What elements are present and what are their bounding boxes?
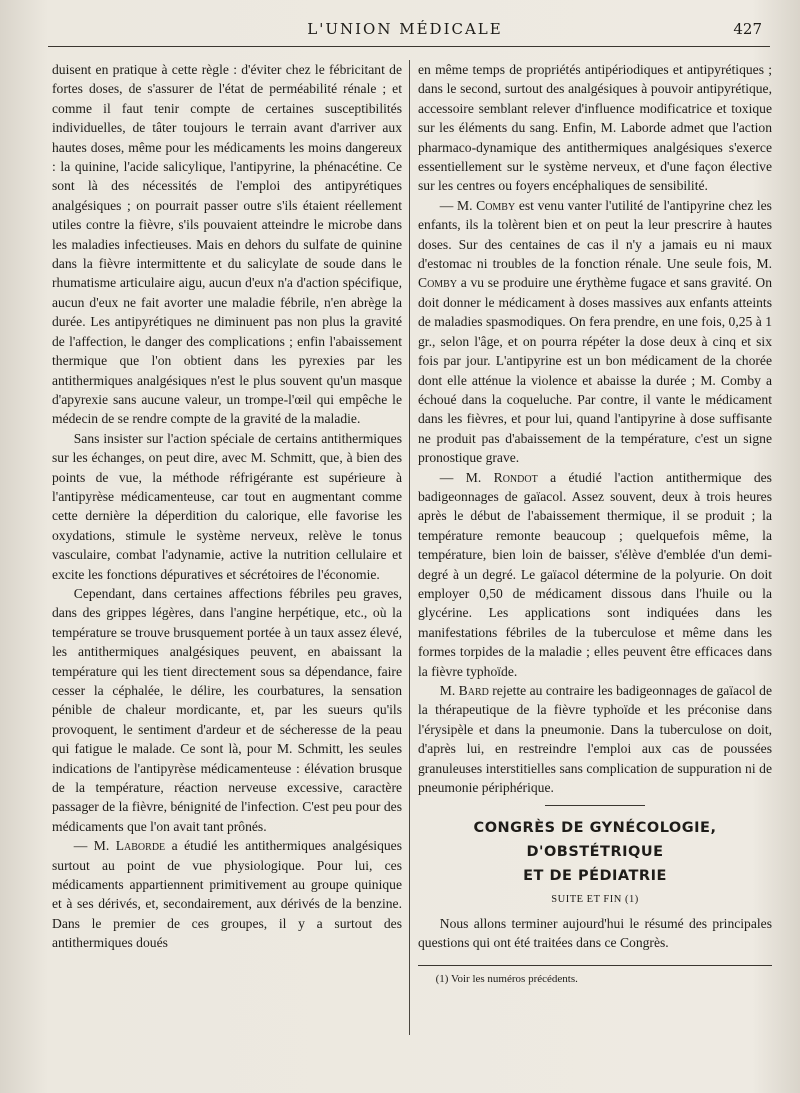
right-column	[418, 60, 772, 987]
section-title-line: ET DE PÉDIATRIE	[523, 868, 667, 885]
paragraph-text: a vu se produire une érythème fugace et sans gravité. On doit donner le médicament à doses massives aux enfants atteints de maladies spasmodiques. On fera prendre, en une fois, 0,25 à 1 gr., selon l'âge, et on pourra répéter la dose deux à cinq et six fois par jour. L'antipyrine est un bon médicament de la chorée dont elle atténue la violence et abaisse la durée ; M. Comby a échoué dans la coqueluche. Par contre, il vante le médicament dans les fièvres, et pour lui, quand l'antipyrine à dose suffisante ne produit pas d'abaissement de la température, c'est un signe pronostique grave.	[418, 275, 772, 466]
paragraph-text: est venu vanter l'utilité de l'antipyrine chez les enfants, ils la tolèrent bien et on peut la leur prescrire à hautes doses. Sur des centaines de cas il n'y a jamais eu ni maux d'estomac ni troubles de la fonction rénale. Une seule fois, M.	[418, 197, 772, 272]
paragraph-comby	[418, 196, 772, 468]
paragraph-text: a étudié les antithermiques analgésiques surtout au point de vue physiologique. Pour lui, ces médicaments appartiennent primitivement au groupe quinique et à ses dérivés, et, secondairement, aux dérivés de la benzine. Dans le premier de ces groupes, il y a surtout des antithermiques doués	[52, 838, 402, 951]
dash-prefix: — M.	[439, 469, 494, 485]
author-name: Laborde	[115, 838, 166, 854]
paragraph-laborde	[52, 836, 402, 952]
header-rule	[48, 46, 770, 47]
paragraph: Sans insister sur l'action spéciale de certains antithermiques sur les échanges, on peut dire, avec M. Schmitt, que, à bien des points de vue, la méthode réfrigérante est supérieure à l'antipyrèse médicamenteuse, car tout en augmentant comme cette dernière la déperdition du calorique, elle favorise les oxydations, stimule le système nerveux, relève le tonus vasculaire, combat l'adynamie, active la nutrition cellulaire et excite les fonctions dépuratives et sécrétoires de l'économie.	[52, 430, 402, 582]
journal-title: L'UNION MÉDICALE	[307, 20, 503, 38]
paragraph-bard	[418, 681, 772, 797]
author-name: Comby	[418, 275, 458, 291]
author-name: Comby	[476, 197, 516, 213]
section-title-line: CONGRÈS DE GYNÉCOLOGIE, D'OBSTÉTRIQUE	[473, 820, 717, 861]
name-prefix: M.	[439, 683, 459, 698]
author-name: Bard	[458, 683, 489, 698]
author-name: Rondot	[493, 469, 538, 485]
paragraph-text: a étudié l'action antithermique des badigeonnages de gaïacol. Assez souvent, deux à trois heures après le début de l'abaissement thermique, il se produit ; la température remonte beaucoup ; quelquefois même, la température, bien loin de baisser, s'élève d'emblée d'un demi-degré à un degré. Le gaïacol détermine de la polyurie. On doit employer 0,50 de médicament dissous dans l'huile ou la glycérine. Les applications sont indiquées dans les manifestations fébriles de la tuberculose et même dans les formes torpides de la maladie ; elles peuvent être efficaces dans la fièvre typhoïde.	[418, 469, 772, 679]
paragraph: Nous allons terminer aujourd'hui le résumé des principales questions qui ont été traitées dans ce Congrès.	[418, 915, 772, 951]
paragraph: Cependant, dans certaines affections fébriles peu graves, dans des grippes légères, dans l'angine herpétique, etc., où la température se trouve brusquement portée à un taux assez élevé, les antithermiques analgésiques peuvent, en abaissant la température qui les tient directement sous sa dépendance, faire cesser la céphalée, le délire, les courbatures, la sensation pénible de chaleur mordicante, et, par les sueurs qu'ils provoquent, le sentiment d'ardeur et de sécheresse de la peau qui fatigue le malade. Ce sont là, pour M. Schmitt, les seules indications de l'antipyrèse médicamenteuse : élévation brusque de la température, réaction nerveuse excessive, caractère passager de la fièvre, bénignité de l'infection. C'est peu pour des médicaments que l'on avait tant prônés.	[52, 585, 402, 834]
paragraph-text: rejette au contraire les badigeonnages de gaïacol de la thérapeutique de la fièvre typhoïde et les préconise dans l'érysipèle et dans la pneumonie. Dans la tuberculose on doit, d'après lui, en restreindre l'emploi aux cas de poussées granuleuses interstitielles sans complication de suppuration ni de pneumonie périphérique.	[418, 683, 772, 796]
left-column	[52, 60, 402, 953]
section-divider	[545, 805, 645, 806]
column-separator	[409, 60, 410, 1035]
footnote: (1) Voir les numéros précédents.	[435, 972, 578, 985]
section-subtitle: SUITE ET FIN (1)	[551, 894, 639, 906]
paragraph: en même temps de propriétés antipériodiques et antipyrétiques ; dans le second, surtout des analgésiques à pouvoir antipyrétique, accessoire semblant relever d'influence modificatrice et toxique sur les éléments du sang. Enfin, M. Laborde admet que l'action pharmaco-dynamique des antithermiques analgésiques s'exerce essentiellement sur le système nerveux, et d'une façon élective sur les centres ou foyers encéphaliques de sensibilité.	[418, 62, 772, 194]
running-head	[40, 20, 770, 42]
dash-prefix: — M.	[439, 197, 477, 213]
paragraph-rondot	[418, 468, 772, 681]
page-number: 427	[733, 20, 762, 38]
section-title	[418, 816, 772, 888]
dash-prefix: — M.	[73, 838, 116, 854]
paragraph: duisent en pratique à cette règle : d'éviter chez le fébricitant de fortes doses, de s'assurer de l'état de perméabilité rénale ; et comme il faut tenir compte de certaines susceptibilités individuelles, de tâter toujours le terrain avant d'arriver aux hautes doses, même pour les médicaments les moins dangereux : la quinine, l'acide salicylique, l'antipyrine, la phénacétine. Ce sont là des nécessités de l'emploi des antipyrétiques analgésiques ; on pourrait passer outre s'ils étaient réellement utiles contre la fièvre, s'ils pouvaient atteindre le microbe dans les maladies infectieuses. Mais en dehors du sulfate de quinine dans la fièvre intermittente et du salicylate de soude dans le rhumatisme articulaire aigu, aucun d'eux n'a d'action spécifique, aucun d'eux ne fait avorter une maladie fébrile, n'en abrège la durée. Les antipyrétiques ne diminuent pas non plus la gravité de l'affection, le danger des complications ; enfin l'abaissement thermique que l'on obtient dans les pyrexies par les antithermiques analgésiques n'est le plus souvent qu'un masque d'apyrexie sans aucune valeur, un trompe-l'œil qui empêche le médecin de se rendre compte de la gravité de la maladie.	[52, 62, 402, 427]
footnote-rule	[418, 965, 772, 966]
